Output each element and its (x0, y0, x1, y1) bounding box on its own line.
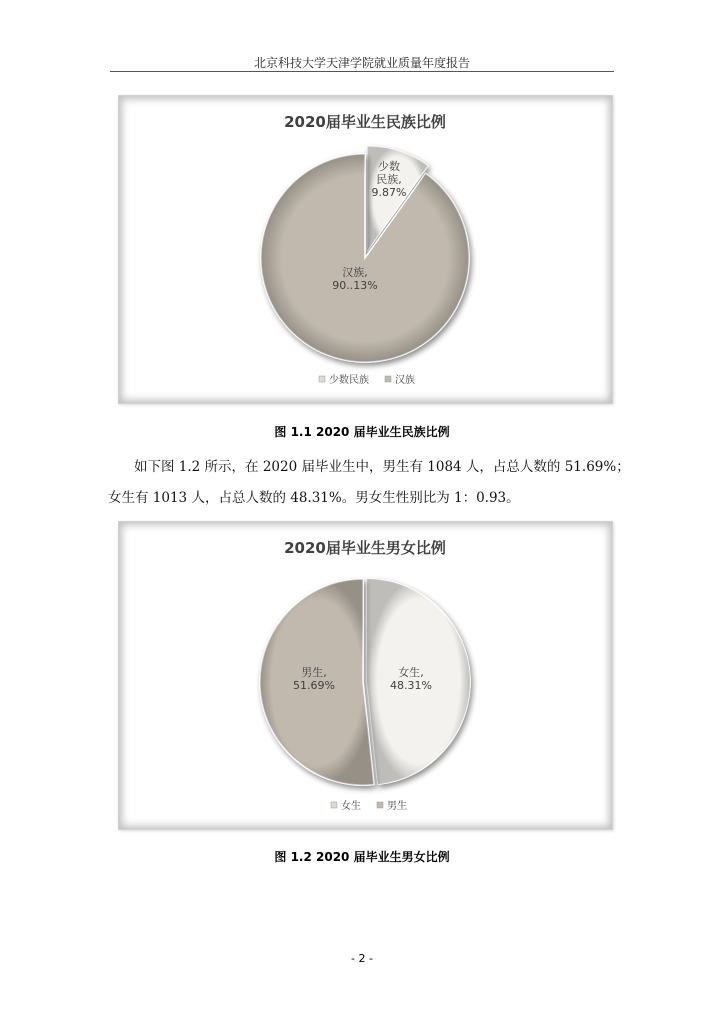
data-label-女生: 女生, 48.31% (390, 666, 432, 692)
data-label-少数民族: 少数民族, 9.87% (371, 160, 407, 199)
chart-legend (331, 799, 407, 812)
legend-swatch-男生 (377, 802, 383, 808)
chart-title: 2020届毕业生民族比例 (284, 113, 446, 131)
page-number: - 2 - (351, 952, 373, 965)
data-label-汉族: 汉族, 90..13% (332, 266, 378, 292)
gender-pie-chart (118, 521, 613, 830)
data-label-男生: 男生, 51.69% (293, 666, 335, 692)
header-rule (110, 71, 614, 72)
gender-pie-svg (119, 522, 612, 829)
legend-label-少数民族: 少数民族 (329, 375, 369, 386)
legend-label-女生: 女生 (341, 801, 361, 812)
paragraph-line-2: 女生有 1013 人，占总人数的 48.31%。男女生性别比为 1：0.93。 (108, 490, 520, 506)
body-paragraph (108, 452, 630, 514)
figure-2-caption: 图 1.2 2020 届毕业生男女比例 (274, 850, 450, 864)
figure-1-caption: 图 1.1 2020 届毕业生民族比例 (274, 425, 450, 439)
page-header-title: 北京科技大学天津学院就业质量年度报告 (253, 56, 470, 70)
legend-swatch-女生 (331, 802, 337, 808)
legend-swatch-汉族 (385, 376, 391, 382)
ethnicity-pie-chart (118, 95, 613, 404)
ethnicity-pie-svg (119, 96, 612, 403)
legend-label-男生: 男生 (387, 801, 407, 812)
chart-legend (319, 373, 415, 386)
chart-title: 2020届毕业生男女比例 (284, 539, 446, 557)
pie-slice-汉族 (261, 154, 469, 362)
legend-label-汉族: 汉族 (395, 375, 415, 386)
legend-swatch-少数民族 (319, 376, 325, 382)
paragraph-line-1: 如下图 1.2 所示，在 2020 届毕业生中，男生有 1084 人，占总人数的 51.69%； (134, 459, 630, 475)
